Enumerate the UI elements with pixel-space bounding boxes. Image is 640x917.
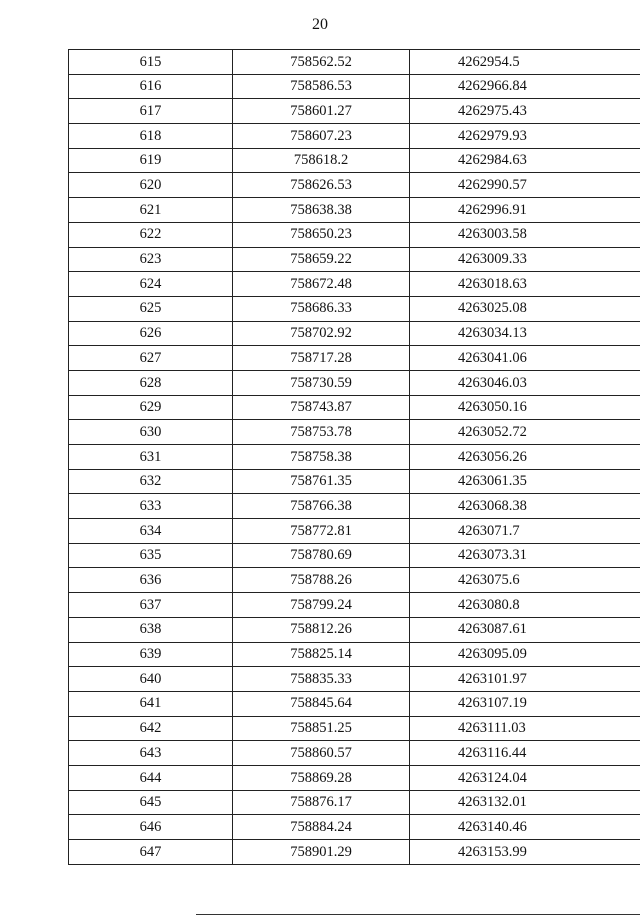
- y-coordinate-cell: 4263101.97: [410, 667, 640, 692]
- table-row: [69, 296, 640, 321]
- table-row: [69, 74, 640, 99]
- point-number-cell: 634: [69, 519, 233, 544]
- table-row: [69, 272, 640, 297]
- y-coordinate-cell: 4263075.6: [410, 568, 640, 593]
- point-number-cell: 643: [69, 741, 233, 766]
- x-coordinate-cell: 758717.28: [233, 346, 410, 371]
- table-row: [69, 198, 640, 223]
- coordinates-table: [68, 49, 640, 865]
- point-number-cell: 617: [69, 99, 233, 124]
- y-coordinate-cell: 4263087.61: [410, 617, 640, 642]
- x-coordinate-cell: 758638.38: [233, 198, 410, 223]
- y-coordinate-cell: 4263095.09: [410, 642, 640, 667]
- x-coordinate-cell: 758884.24: [233, 815, 410, 840]
- x-coordinate-cell: 758686.33: [233, 296, 410, 321]
- table-row: [69, 617, 640, 642]
- y-coordinate-cell: 4263132.01: [410, 790, 640, 815]
- page-edge-line: [196, 914, 640, 915]
- y-coordinate-cell: 4262954.5: [410, 50, 640, 75]
- x-coordinate-cell: 758901.29: [233, 840, 410, 865]
- x-coordinate-cell: 758562.52: [233, 50, 410, 75]
- point-number-cell: 616: [69, 74, 233, 99]
- point-number-cell: 638: [69, 617, 233, 642]
- y-coordinate-cell: 4263009.33: [410, 247, 640, 272]
- x-coordinate-cell: 758618.2: [233, 148, 410, 173]
- x-coordinate-cell: 758766.38: [233, 494, 410, 519]
- table-row: [69, 370, 640, 395]
- point-number-cell: 633: [69, 494, 233, 519]
- y-coordinate-cell: 4263140.46: [410, 815, 640, 840]
- point-number-cell: 644: [69, 765, 233, 790]
- x-coordinate-cell: 758825.14: [233, 642, 410, 667]
- table-row: [69, 765, 640, 790]
- y-coordinate-cell: 4262979.93: [410, 124, 640, 149]
- x-coordinate-cell: 758812.26: [233, 617, 410, 642]
- y-coordinate-cell: 4263046.03: [410, 370, 640, 395]
- point-number-cell: 640: [69, 667, 233, 692]
- point-number-cell: 629: [69, 395, 233, 420]
- x-coordinate-cell: 758876.17: [233, 790, 410, 815]
- y-coordinate-cell: 4263050.16: [410, 395, 640, 420]
- x-coordinate-cell: 758659.22: [233, 247, 410, 272]
- table-row: [69, 741, 640, 766]
- y-coordinate-cell: 4263073.31: [410, 543, 640, 568]
- table-row: [69, 790, 640, 815]
- table-row: [69, 691, 640, 716]
- y-coordinate-cell: 4262984.63: [410, 148, 640, 173]
- table-row: [69, 321, 640, 346]
- x-coordinate-cell: 758702.92: [233, 321, 410, 346]
- table-row: [69, 346, 640, 371]
- y-coordinate-cell: 4263111.03: [410, 716, 640, 741]
- x-coordinate-cell: 758761.35: [233, 469, 410, 494]
- y-coordinate-cell: 4263068.38: [410, 494, 640, 519]
- x-coordinate-cell: 758601.27: [233, 99, 410, 124]
- point-number-cell: 615: [69, 50, 233, 75]
- x-coordinate-cell: 758743.87: [233, 395, 410, 420]
- y-coordinate-cell: 4263080.8: [410, 593, 640, 618]
- page-number: 20: [312, 16, 328, 33]
- table-row: [69, 469, 640, 494]
- x-coordinate-cell: 758753.78: [233, 420, 410, 445]
- table-row: [69, 593, 640, 618]
- x-coordinate-cell: 758869.28: [233, 765, 410, 790]
- y-coordinate-cell: 4262966.84: [410, 74, 640, 99]
- table-row: [69, 173, 640, 198]
- point-number-cell: 646: [69, 815, 233, 840]
- point-number-cell: 624: [69, 272, 233, 297]
- point-number-cell: 631: [69, 445, 233, 470]
- y-coordinate-cell: 4263041.06: [410, 346, 640, 371]
- table-row: [69, 840, 640, 865]
- table-row: [69, 148, 640, 173]
- point-number-cell: 641: [69, 691, 233, 716]
- table-row: [69, 247, 640, 272]
- point-number-cell: 619: [69, 148, 233, 173]
- y-coordinate-cell: 4263153.99: [410, 840, 640, 865]
- point-number-cell: 639: [69, 642, 233, 667]
- point-number-cell: 627: [69, 346, 233, 371]
- y-coordinate-cell: 4263052.72: [410, 420, 640, 445]
- y-coordinate-cell: 4263003.58: [410, 222, 640, 247]
- y-coordinate-cell: 4263025.08: [410, 296, 640, 321]
- y-coordinate-cell: 4262975.43: [410, 99, 640, 124]
- y-coordinate-cell: 4263107.19: [410, 691, 640, 716]
- x-coordinate-cell: 758845.64: [233, 691, 410, 716]
- table-row: [69, 519, 640, 544]
- x-coordinate-cell: 758799.24: [233, 593, 410, 618]
- y-coordinate-cell: 4263056.26: [410, 445, 640, 470]
- x-coordinate-cell: 758626.53: [233, 173, 410, 198]
- point-number-cell: 628: [69, 370, 233, 395]
- point-number-cell: 621: [69, 198, 233, 223]
- x-coordinate-cell: 758780.69: [233, 543, 410, 568]
- table-row: [69, 494, 640, 519]
- point-number-cell: 626: [69, 321, 233, 346]
- table-row: [69, 50, 640, 75]
- y-coordinate-cell: 4262996.91: [410, 198, 640, 223]
- table-row: [69, 420, 640, 445]
- point-number-cell: 618: [69, 124, 233, 149]
- table-row: [69, 445, 640, 470]
- y-coordinate-cell: 4263061.35: [410, 469, 640, 494]
- point-number-cell: 630: [69, 420, 233, 445]
- table-row: [69, 568, 640, 593]
- point-number-cell: 637: [69, 593, 233, 618]
- table-row: [69, 667, 640, 692]
- y-coordinate-cell: 4263116.44: [410, 741, 640, 766]
- x-coordinate-cell: 758586.53: [233, 74, 410, 99]
- y-coordinate-cell: 4263124.04: [410, 765, 640, 790]
- point-number-cell: 632: [69, 469, 233, 494]
- x-coordinate-cell: 758607.23: [233, 124, 410, 149]
- x-coordinate-cell: 758650.23: [233, 222, 410, 247]
- x-coordinate-cell: 758758.38: [233, 445, 410, 470]
- point-number-cell: 625: [69, 296, 233, 321]
- point-number-cell: 635: [69, 543, 233, 568]
- y-coordinate-cell: 4263018.63: [410, 272, 640, 297]
- point-number-cell: 622: [69, 222, 233, 247]
- x-coordinate-cell: 758772.81: [233, 519, 410, 544]
- x-coordinate-cell: 758672.48: [233, 272, 410, 297]
- x-coordinate-cell: 758835.33: [233, 667, 410, 692]
- x-coordinate-cell: 758851.25: [233, 716, 410, 741]
- point-number-cell: 623: [69, 247, 233, 272]
- table-row: [69, 642, 640, 667]
- table-row: [69, 222, 640, 247]
- x-coordinate-cell: 758730.59: [233, 370, 410, 395]
- point-number-cell: 620: [69, 173, 233, 198]
- table-row: [69, 815, 640, 840]
- y-coordinate-cell: 4263034.13: [410, 321, 640, 346]
- point-number-cell: 636: [69, 568, 233, 593]
- x-coordinate-cell: 758860.57: [233, 741, 410, 766]
- table-body: [69, 50, 640, 865]
- point-number-cell: 642: [69, 716, 233, 741]
- table-row: [69, 543, 640, 568]
- table-row: [69, 124, 640, 149]
- point-number-cell: 647: [69, 840, 233, 865]
- y-coordinate-cell: 4262990.57: [410, 173, 640, 198]
- table-row: [69, 395, 640, 420]
- y-coordinate-cell: 4263071.7: [410, 519, 640, 544]
- x-coordinate-cell: 758788.26: [233, 568, 410, 593]
- table-row: [69, 716, 640, 741]
- table-row: [69, 99, 640, 124]
- point-number-cell: 645: [69, 790, 233, 815]
